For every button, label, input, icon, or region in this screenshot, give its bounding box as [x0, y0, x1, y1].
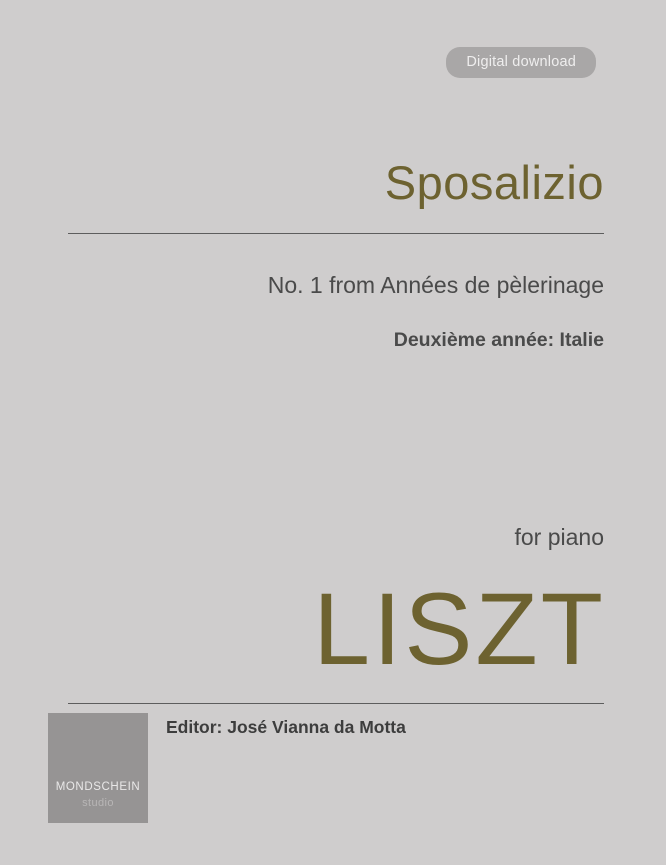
publisher-subname: studio — [82, 797, 114, 809]
page-title: Sposalizio — [384, 156, 604, 209]
editor-credit: Editor: José Vianna da Motta — [166, 717, 406, 737]
publisher-name: MONDSCHEIN — [55, 781, 141, 793]
instrumentation-label: for piano — [514, 524, 604, 550]
composer-divider — [68, 703, 604, 704]
subtitle: No. 1 from Années de pèlerinage — [267, 272, 604, 298]
publisher-logo — [48, 713, 148, 823]
title-divider — [68, 233, 604, 234]
collection-subtitle: Deuxième année: Italie — [393, 329, 604, 351]
composer-name: LISZT — [313, 572, 606, 686]
digital-download-badge: Digital download — [446, 47, 596, 78]
